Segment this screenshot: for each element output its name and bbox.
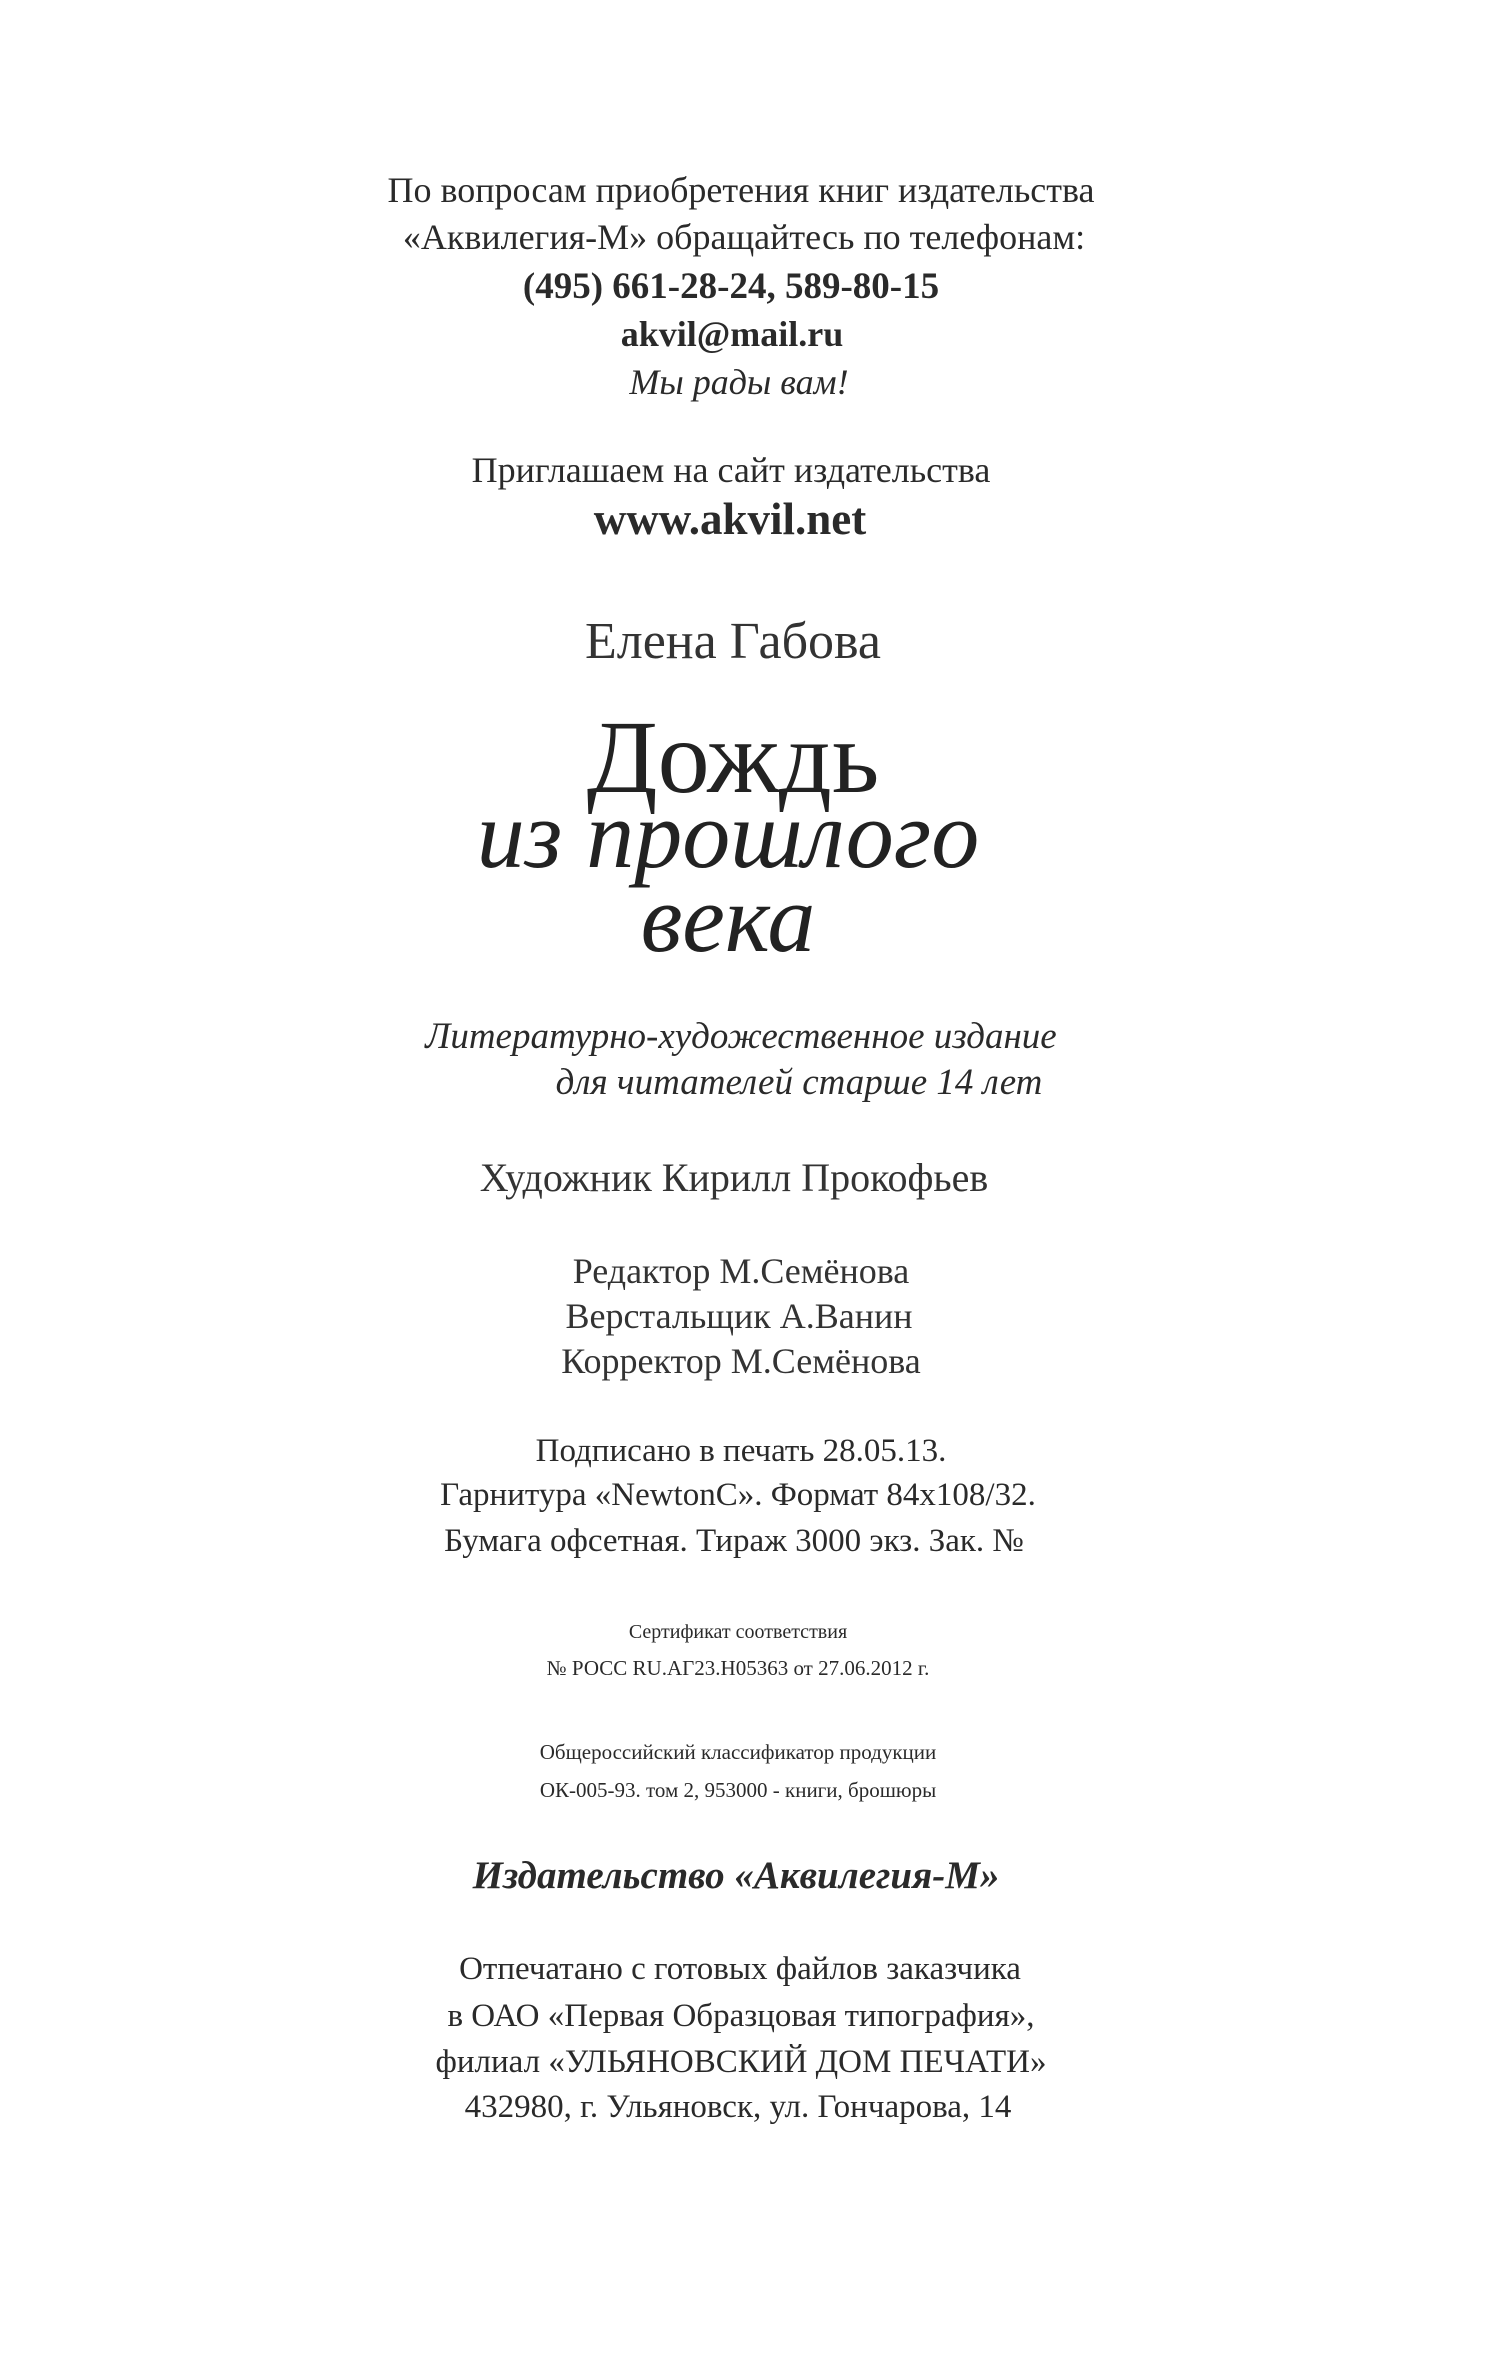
edition-type-line-1: Литературно-художественное издание: [425, 1016, 1057, 1057]
credit-artist: Художник Кирилл Прокофьев: [479, 1155, 989, 1200]
book-author: Елена Габова: [585, 613, 881, 670]
print-paper-run: Бумага офсетная. Тираж 3000 экз. Зак. №: [444, 1523, 1024, 1559]
credit-layout: Верстальщик А.Ванин: [565, 1296, 913, 1336]
classifier-title: Общероссийский классификатор продукции: [539, 1740, 937, 1764]
certificate-title: Сертификат соответствия: [628, 1621, 848, 1643]
printer-address: 432980, г. Ульяновск, ул. Гончарова, 14: [464, 2089, 1012, 2125]
greeting-text: Мы рады вам!: [629, 362, 849, 402]
printer-line-1: Отпечатано с готовых файлов заказчика: [459, 1951, 1021, 1987]
website-url: www.akvil.net: [593, 494, 867, 544]
printer-line-3: филиал «УЛЬЯНОВСКИЙ ДОМ ПЕЧАТИ»: [435, 2044, 1047, 2080]
contact-text-line-2: «Аквилегия-М» обращайтесь по телефонам:: [402, 217, 1086, 257]
certificate-number: № РОСС RU.АГ23.Н05363 от 27.06.2012 г.: [546, 1656, 930, 1680]
credit-editor: Редактор М.Семёнова: [572, 1251, 910, 1291]
printer-line-2: в ОАО «Первая Образцовая типография»,: [447, 1998, 1035, 2034]
phone-numbers: (495) 661-28-24, 589-80-15: [522, 266, 940, 307]
classifier-code: ОК-005-93. том 2, 953000 - книги, брошюры: [539, 1778, 937, 1802]
edition-type-line-2: для читателей старше 14 лет: [555, 1062, 1043, 1103]
book-title-line-1: Дождь: [586, 700, 880, 815]
book-title-line-3: века: [640, 865, 816, 972]
print-signed-date: Подписано в печать 28.05.13.: [535, 1433, 947, 1469]
email-address: akvil@mail.ru: [620, 314, 844, 354]
print-typeface-format: Гарнитура «NewtonC». Формат 84х108/32.: [440, 1477, 1036, 1513]
book-title-line-2: из прошлого: [476, 781, 980, 888]
publisher-name: Издательство «Аквилегия-М»: [472, 1854, 1000, 1897]
contact-text-line-1: По вопросам приобретения книг издательства: [387, 170, 1095, 210]
website-invite-text: Приглашаем на сайт издательства: [471, 450, 991, 490]
credit-proofreader: Корректор М.Семёнова: [561, 1341, 921, 1381]
